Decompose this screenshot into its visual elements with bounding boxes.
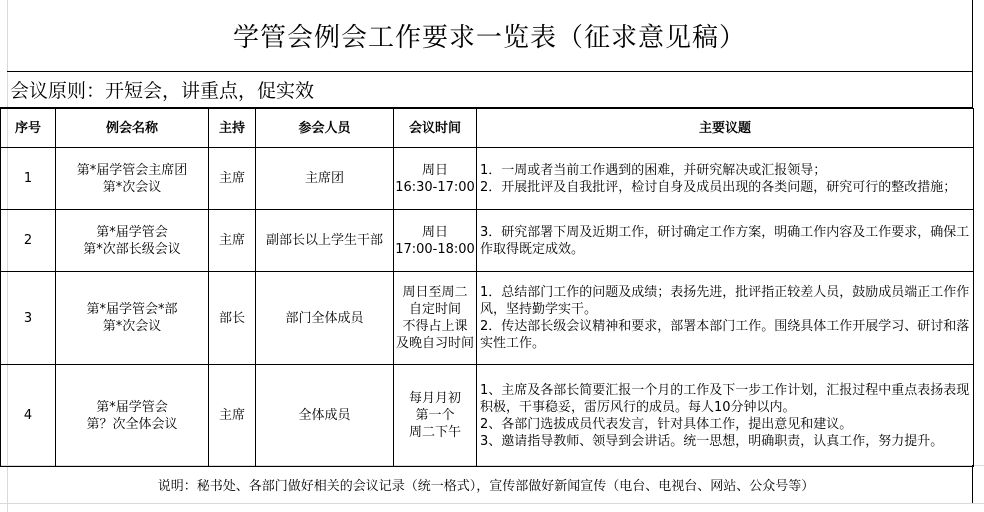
time-line: 不得占上课	[402, 319, 468, 334]
cell-host[interactable]: 部长	[209, 272, 256, 365]
agenda-item: 3、邀请指导教师、领导到会讲话。统一思想，明确职责，认真工作，努力提升。	[480, 433, 944, 449]
cell-attendees[interactable]: 部门全体成员	[256, 272, 394, 365]
cell-index[interactable]: 4	[1, 365, 56, 467]
cell-agenda[interactable]	[477, 148, 974, 210]
header-index[interactable]: 序号	[1, 109, 56, 148]
time-line: 及晚自习时间	[395, 336, 474, 351]
cell-index[interactable]: 2	[1, 210, 56, 272]
cell-agenda[interactable]	[477, 365, 974, 467]
header-meeting-name[interactable]: 例会名称	[56, 109, 209, 148]
header-time[interactable]: 会议时间	[394, 109, 477, 148]
meeting-name-line: 第*次部长级会议	[83, 241, 181, 257]
cell-host[interactable]: 主席	[209, 148, 256, 210]
meeting-name-line: 第*届学管会主席团	[76, 162, 188, 178]
time-line: 16:30-17:00	[395, 179, 475, 195]
table-row	[1, 148, 974, 210]
cell-attendees[interactable]: 副部长以上学生干部	[256, 210, 394, 272]
table-row	[1, 210, 974, 272]
cell-attendees[interactable]: 全体成员	[256, 365, 394, 467]
cell-time[interactable]	[394, 272, 477, 365]
cell-meeting-name[interactable]	[56, 365, 209, 467]
cell-time[interactable]	[394, 210, 477, 272]
sheet-gridline	[0, 503, 984, 504]
time-line: 周日	[421, 224, 448, 240]
agenda-item: 2．开展批评及自我批评，检讨自身及成员出现的各类问题，研究可行的整改措施；	[480, 179, 957, 195]
meeting-principle[interactable]: 会议原则：开短会，讲重点，促实效	[0, 72, 973, 108]
agenda-item: 1．总结部门工作的问题及成绩；表扬先进，批评指正较差人员，鼓励成员端正工作作风，坚持勤学实干。	[480, 285, 970, 317]
agenda-item: 1、主席及各部长简要汇报一个月的工作及下一步工作计划，汇报过程中重点表扬表现积极，干事稳妥，雷厉风行的成员。每人10分钟以内。	[480, 382, 970, 415]
time-line: 自定时间	[408, 302, 461, 317]
cell-meeting-name[interactable]	[56, 148, 209, 210]
time-line: 周日	[421, 162, 448, 178]
meeting-name-line: 第*届学管会	[96, 399, 168, 415]
page-title[interactable]: 学管会例会工作要求一览表（征求意见稿）	[7, 0, 973, 72]
agenda-item: 3．研究部署下周及近期工作，研讨确定工作方案，明确工作内容及工作要求，确保工作取得既定成效。	[480, 224, 970, 257]
time-line: 每月月初	[408, 391, 461, 406]
header-agenda[interactable]: 主要议题	[477, 109, 974, 148]
footer-note[interactable]: 说明：秘书处、各部门做好相关的会议记录（统一格式），宣传部做好新闻宣传（电台、电视台、网站、公众号等）	[0, 465, 973, 503]
cell-meeting-name[interactable]	[56, 272, 209, 365]
meeting-name-line: 第？次全体会议	[86, 416, 178, 432]
table-row	[1, 365, 974, 467]
cell-meeting-name[interactable]	[56, 210, 209, 272]
agenda-item: 2、各部门选拔成员代表发言，针对具体工作，提出意见和建议。	[480, 416, 853, 432]
cell-index[interactable]: 1	[1, 148, 56, 210]
header-attendees[interactable]: 参会人员	[256, 109, 394, 148]
cell-agenda[interactable]	[477, 210, 974, 272]
agenda-item: 2．传达部长级会议精神和要求，部署本部门工作。围绕具体工作开展学习、研讨和落实性工作。	[480, 319, 970, 351]
time-line: 周二下午	[408, 425, 461, 440]
time-line: 17:00-18:00	[395, 241, 475, 257]
header-host[interactable]: 主持	[209, 109, 256, 148]
cell-host[interactable]: 主席	[209, 365, 256, 467]
meeting-name-line: 第*届学管会*部	[86, 302, 178, 317]
meeting-name-line: 第*届学管会	[96, 224, 168, 240]
meeting-name-line: 第*次会议	[102, 319, 162, 334]
cell-attendees[interactable]: 主席团	[256, 148, 394, 210]
cell-index[interactable]: 3	[1, 272, 56, 365]
time-line: 第一个	[415, 408, 455, 423]
cell-time[interactable]	[394, 148, 477, 210]
meeting-name-line: 第*次会议	[102, 179, 162, 195]
cell-time[interactable]	[394, 365, 477, 467]
agenda-item: 1．一周或者当前工作遇到的困难，并研究解决或汇报领导；	[480, 162, 827, 178]
meeting-table	[0, 108, 974, 467]
cell-host[interactable]: 主席	[209, 210, 256, 272]
table-row	[1, 272, 974, 365]
table-header-row	[1, 109, 974, 148]
time-line: 周日至周二	[402, 285, 468, 300]
cell-agenda[interactable]	[477, 272, 974, 365]
